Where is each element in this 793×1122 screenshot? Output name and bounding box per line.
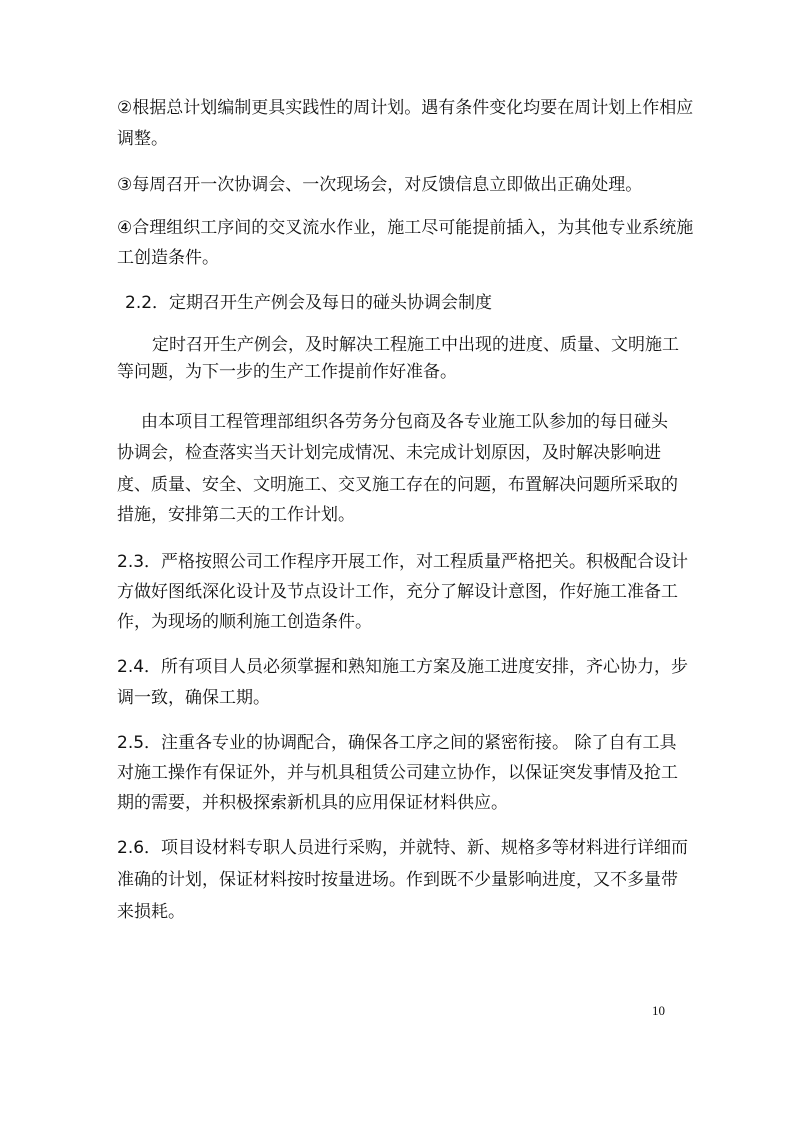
text-line: ③每周召开一次协调会、一次现场会，对反馈信息立即做出正确处理。 <box>117 175 643 195</box>
text-line: 作，为现场的顺利施工创造条件。 <box>117 612 372 632</box>
text-line: 2.6．项目设材料专职人员进行采购，并就特、新、规格多等材料进行详细而 <box>117 838 689 858</box>
text-line: ④合理组织工序间的交叉流水作业，施工尽可能提前插入，为其他专业系统施 <box>117 218 694 238</box>
text-line: 准确的计划，保证材料按时按量进场。作到既不少量影响进度，又不多量带 <box>117 870 678 890</box>
text-line: 2.3．严格按照公司工作程序开展工作，对工程质量严格把关。积极配合设计 <box>117 552 689 572</box>
text-line: 工创造条件。 <box>117 248 219 268</box>
text-line: 由本项目工程管理部组织各劳务分包商及各专业施工队参加的每日碰头 <box>141 412 668 432</box>
text-line: 度、质量、安全、文明施工、交叉施工存在的问题，布置解决问题所采取的 <box>117 475 678 495</box>
text-line: 等问题，为下一步的生产工作提前作好准备。 <box>117 362 457 382</box>
text-line: 方做好图纸深化设计及节点设计工作，充分了解设计意图，作好施工准备工 <box>117 582 678 602</box>
text-line: 调整。 <box>117 129 168 149</box>
text-line: 协调会，检查落实当天计划完成情况、未完成计划原因，及时解决影响进 <box>117 443 661 463</box>
text-line: 来损耗。 <box>117 902 185 922</box>
text-line: 2.4．所有项目人员必须掌握和熟知施工方案及施工进度安排，齐心协力，步 <box>117 657 689 677</box>
text-line: 调一致，确保工期。 <box>117 688 270 708</box>
text-line: 期的需要，并积极探索新机具的应用保证材料供应。 <box>117 793 508 813</box>
text-line: 措施，安排第二天的工作计划。 <box>117 505 355 525</box>
text-line: ②根据总计划编制更具实践性的周计划。遇有条件变化均要在周计划上作相应 <box>117 98 694 118</box>
page-number: 10 <box>652 1003 665 1018</box>
text-line: 定时召开生产例会，及时解决工程施工中出现的进度、质量、文明施工 <box>152 335 679 355</box>
text-line: 对施工操作有保证外，并与机具租赁公司建立协作，以保证突发事情及抢工 <box>117 763 678 783</box>
text-line: 2.5．注重各专业的协调配合，确保各工序之间的紧密衔接。 除了自有工具 <box>117 733 677 753</box>
heading-line: 2.2．定期召开生产例会及每日的碰头协调会制度 <box>125 293 493 313</box>
